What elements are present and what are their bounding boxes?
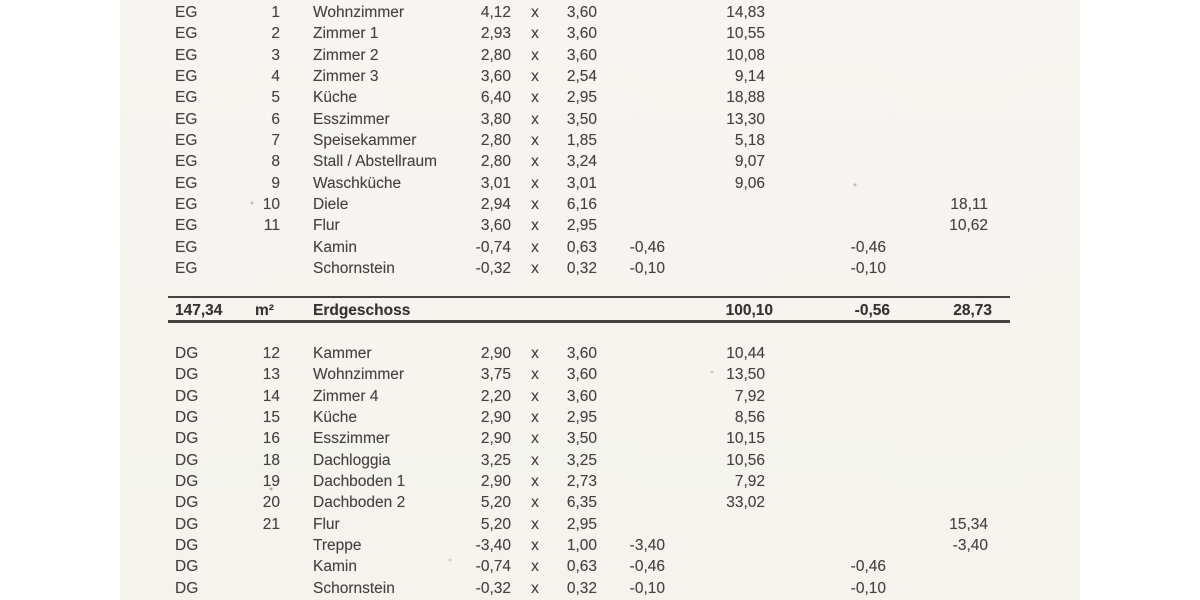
dimension-2: 3,60: [566, 387, 597, 405]
table-row: [120, 343, 1080, 364]
table-row: [120, 578, 1080, 599]
floor-code: EG: [175, 4, 198, 21]
room-name: Dachboden 1: [313, 472, 406, 490]
multiply-sign: x: [531, 494, 539, 512]
area-partial: -3,40: [952, 536, 988, 554]
multiply-sign: x: [531, 536, 539, 554]
multiply-sign: x: [531, 472, 539, 490]
dimension-2: 0,32: [566, 579, 597, 597]
dimension-2: 0,32: [566, 259, 597, 277]
deduction-value: -0,46: [629, 558, 665, 576]
table-row: [120, 258, 1080, 279]
multiply-sign: x: [531, 46, 539, 64]
room-number: 13: [262, 366, 280, 384]
dimension-2: 3,01: [566, 174, 597, 192]
summary-deduction-total: -0,56: [854, 302, 890, 319]
area-full: 8,56: [734, 408, 765, 426]
table-row: [120, 23, 1080, 44]
multiply-sign: x: [531, 238, 539, 256]
room-name: Dachboden 2: [313, 494, 406, 512]
room-number: 10: [262, 195, 280, 213]
dimension-1: 2,93: [480, 25, 511, 43]
floor-code: DG: [175, 472, 199, 490]
dimension-2: 3,50: [566, 110, 597, 128]
deduction-total: -0,10: [850, 259, 886, 277]
room-number: 18: [262, 451, 280, 469]
multiply-sign: x: [531, 451, 539, 469]
summary-label: Erdgeschoss: [313, 302, 411, 319]
floor-code: DG: [175, 345, 199, 362]
table-row: [120, 173, 1080, 194]
erdgeschoss-summary-row: [168, 296, 1010, 323]
dimension-2: 2,54: [566, 67, 597, 85]
dimension-2: 2,73: [566, 472, 597, 490]
table-row: [120, 109, 1080, 130]
multiply-sign: x: [531, 430, 539, 448]
floor-code: EG: [175, 174, 198, 192]
room-name: Treppe: [313, 536, 362, 554]
floor-code: DG: [175, 558, 199, 576]
dimension-2: 0,63: [566, 238, 597, 256]
deduction-value: -0,10: [629, 259, 665, 277]
dimension-1: 3,80: [480, 110, 511, 128]
multiply-sign: x: [531, 195, 539, 213]
multiply-sign: x: [531, 110, 539, 128]
room-number: 19: [262, 472, 280, 490]
multiply-sign: x: [531, 67, 539, 85]
room-number: 6: [271, 110, 280, 128]
dimension-2: 6,35: [566, 494, 597, 512]
multiply-sign: x: [531, 366, 539, 384]
dimension-1: 3,25: [480, 451, 511, 469]
multiply-sign: x: [531, 387, 539, 405]
floor-code: DG: [175, 387, 199, 405]
area-full: 10,08: [726, 46, 765, 64]
room-number: 11: [263, 217, 280, 235]
area-full: 9,07: [734, 153, 765, 171]
floor-code: EG: [175, 131, 198, 149]
table-row: [120, 535, 1080, 556]
multiply-sign: x: [531, 259, 539, 277]
floor-code: DG: [175, 536, 199, 554]
dimension-2: 3,25: [566, 451, 597, 469]
dimension-1: -0,32: [475, 579, 511, 597]
table-row: [120, 66, 1080, 87]
room-number: 14: [262, 387, 280, 405]
multiply-sign: x: [531, 579, 539, 597]
area-full: 9,14: [734, 67, 765, 85]
area-full: 13,30: [726, 110, 765, 128]
floor-code: EG: [175, 110, 198, 128]
room-number: 8: [271, 153, 280, 171]
room-name: Esszimmer: [313, 430, 390, 448]
area-full: 10,44: [726, 345, 765, 362]
multiply-sign: x: [531, 89, 539, 107]
deduction-total: -0,46: [850, 558, 886, 576]
dimension-1: -3,40: [475, 536, 511, 554]
deduction-value: -0,10: [629, 579, 665, 597]
section-erdgeschoss-rows: [120, 2, 1080, 279]
room-number: 4: [271, 67, 280, 85]
area-full: 10,56: [726, 451, 765, 469]
floor-code: EG: [175, 259, 198, 277]
room-number: 9: [271, 174, 280, 192]
floor-code: DG: [175, 494, 199, 512]
area-full: 7,92: [734, 387, 765, 405]
dimension-1: 2,90: [480, 472, 511, 490]
dimension-2: 2,95: [566, 89, 597, 107]
room-name: Zimmer 3: [313, 67, 379, 85]
table-row: [120, 471, 1080, 492]
dimension-2: 3,60: [566, 345, 597, 362]
multiply-sign: x: [531, 515, 539, 533]
floor-code: DG: [175, 366, 199, 384]
room-name: Diele: [313, 195, 349, 213]
room-name: Küche: [313, 408, 357, 426]
table-row: [120, 407, 1080, 428]
dimension-1: 3,60: [480, 217, 511, 235]
area-full: 10,55: [726, 25, 765, 43]
room-name: Kamin: [313, 238, 357, 256]
dimension-2: 3,50: [566, 430, 597, 448]
dimension-1: -0,32: [475, 259, 511, 277]
room-name: Zimmer 4: [313, 387, 379, 405]
table-row: [120, 237, 1080, 258]
dimension-1: 3,60: [480, 67, 511, 85]
multiply-sign: x: [531, 25, 539, 43]
area-partial: 18,11: [950, 195, 988, 213]
room-name: Zimmer 1: [313, 25, 379, 43]
table-row: [120, 151, 1080, 172]
room-name: Speisekammer: [313, 131, 417, 149]
area-full: 14,83: [726, 4, 765, 21]
dimension-1: 3,75: [480, 366, 511, 384]
room-name: Flur: [313, 217, 340, 235]
multiply-sign: x: [531, 558, 539, 576]
dimension-1: 2,90: [480, 345, 511, 362]
dimension-1: 2,80: [480, 153, 511, 171]
floor-code: EG: [175, 67, 198, 85]
room-number: 21: [262, 515, 280, 533]
dimension-2: 1,00: [566, 536, 597, 554]
floor-code: DG: [175, 579, 199, 597]
dimension-1: 6,40: [480, 89, 511, 107]
room-name: Esszimmer: [313, 110, 390, 128]
summary-area-partial: 28,73: [953, 302, 992, 319]
multiply-sign: x: [531, 345, 539, 362]
dimension-2: 3,60: [566, 4, 597, 21]
room-number: 15: [262, 408, 280, 426]
floor-code: EG: [175, 217, 198, 235]
area-full: 5,18: [734, 131, 765, 149]
dimension-1: 2,90: [480, 430, 511, 448]
dimension-1: 3,01: [480, 174, 511, 192]
floor-code: EG: [175, 238, 198, 256]
dimension-1: 5,20: [480, 494, 511, 512]
table-row: [120, 215, 1080, 236]
dimension-2: 3,24: [566, 153, 597, 171]
dimension-1: 2,94: [480, 195, 511, 213]
dimension-2: 2,95: [566, 217, 597, 235]
area-full: 13,50: [726, 366, 765, 384]
room-number: 5: [271, 89, 280, 107]
deduction-total: -0,46: [850, 238, 886, 256]
area-partial: 10,62: [949, 217, 988, 235]
area-full: 10,15: [726, 430, 765, 448]
room-number: 20: [262, 494, 280, 512]
floor-code: DG: [175, 451, 199, 469]
deduction-value: -3,40: [629, 536, 665, 554]
room-name: Schornstein: [313, 259, 395, 277]
summary-area-full: 100,10: [725, 302, 773, 319]
dimension-2: 3,60: [566, 366, 597, 384]
dimension-1: -0,74: [475, 558, 511, 576]
room-name: Kammer: [313, 345, 372, 362]
floor-code: EG: [175, 46, 198, 64]
summary-total-area: 147,34: [175, 302, 223, 319]
dimension-1: 2,80: [480, 131, 511, 149]
multiply-sign: x: [531, 217, 539, 235]
room-number: 12: [262, 345, 280, 362]
room-name: Stall / Abstellraum: [313, 153, 438, 171]
multiply-sign: x: [531, 4, 539, 21]
multiply-sign: x: [531, 131, 539, 149]
floor-code: DG: [175, 515, 199, 533]
room-number: 2: [271, 25, 280, 43]
room-name: Wohnzimmer: [313, 4, 405, 21]
dimension-2: 3,60: [566, 25, 597, 43]
table-row: [120, 514, 1080, 535]
table-row: [120, 87, 1080, 108]
floor-code: EG: [175, 89, 198, 107]
dimension-2: 1,85: [566, 131, 597, 149]
table-row: [120, 386, 1080, 407]
floor-code: EG: [175, 195, 198, 213]
summary-unit: m²: [255, 302, 274, 319]
table-row: [120, 556, 1080, 577]
multiply-sign: x: [531, 408, 539, 426]
room-name: Zimmer 2: [313, 46, 379, 64]
dimension-1: -0,74: [475, 238, 511, 256]
room-name: Dachloggia: [313, 451, 391, 469]
deduction-total: -0,10: [850, 579, 886, 597]
room-number: 7: [271, 131, 280, 149]
table-row: [120, 450, 1080, 471]
room-name: Schornstein: [313, 579, 395, 597]
table-row: [120, 2, 1080, 23]
area-full: 33,02: [726, 494, 765, 512]
multiply-sign: x: [531, 153, 539, 171]
floor-code: DG: [175, 430, 199, 448]
table-row: [120, 130, 1080, 151]
dimension-1: 2,80: [480, 46, 511, 64]
room-name: Waschküche: [313, 174, 402, 192]
dimension-1: 2,90: [480, 408, 511, 426]
room-name: Küche: [313, 89, 357, 107]
table-row: [120, 492, 1080, 513]
dimension-1: 4,12: [480, 4, 511, 21]
table-row: [120, 428, 1080, 449]
dimension-2: 0,63: [566, 558, 597, 576]
room-number: 16: [262, 430, 280, 448]
room-name: Kamin: [313, 558, 357, 576]
section-dachgeschoss-rows: [120, 343, 1080, 599]
room-number: 3: [271, 46, 280, 64]
area-full: 9,06: [734, 174, 765, 192]
area-full: 7,92: [734, 472, 765, 490]
area-partial: 15,34: [949, 515, 988, 533]
deduction-value: -0,46: [629, 238, 665, 256]
room-name: Wohnzimmer: [313, 366, 405, 384]
room-name: Flur: [313, 515, 340, 533]
dimension-2: 3,60: [566, 46, 597, 64]
table-row: [120, 45, 1080, 66]
dimension-1: 2,20: [480, 387, 511, 405]
room-number: 1: [271, 4, 280, 21]
dimension-1: 5,20: [480, 515, 511, 533]
dimension-2: 2,95: [566, 515, 597, 533]
area-full: 18,88: [726, 89, 765, 107]
dimension-2: 6,16: [566, 195, 597, 213]
dimension-2: 2,95: [566, 408, 597, 426]
floor-code: DG: [175, 408, 199, 426]
scanned-sheet: [120, 0, 1080, 600]
table-row: [120, 194, 1080, 215]
table-row: [120, 364, 1080, 385]
floor-code: EG: [175, 25, 198, 43]
multiply-sign: x: [531, 174, 539, 192]
floor-code: EG: [175, 153, 198, 171]
